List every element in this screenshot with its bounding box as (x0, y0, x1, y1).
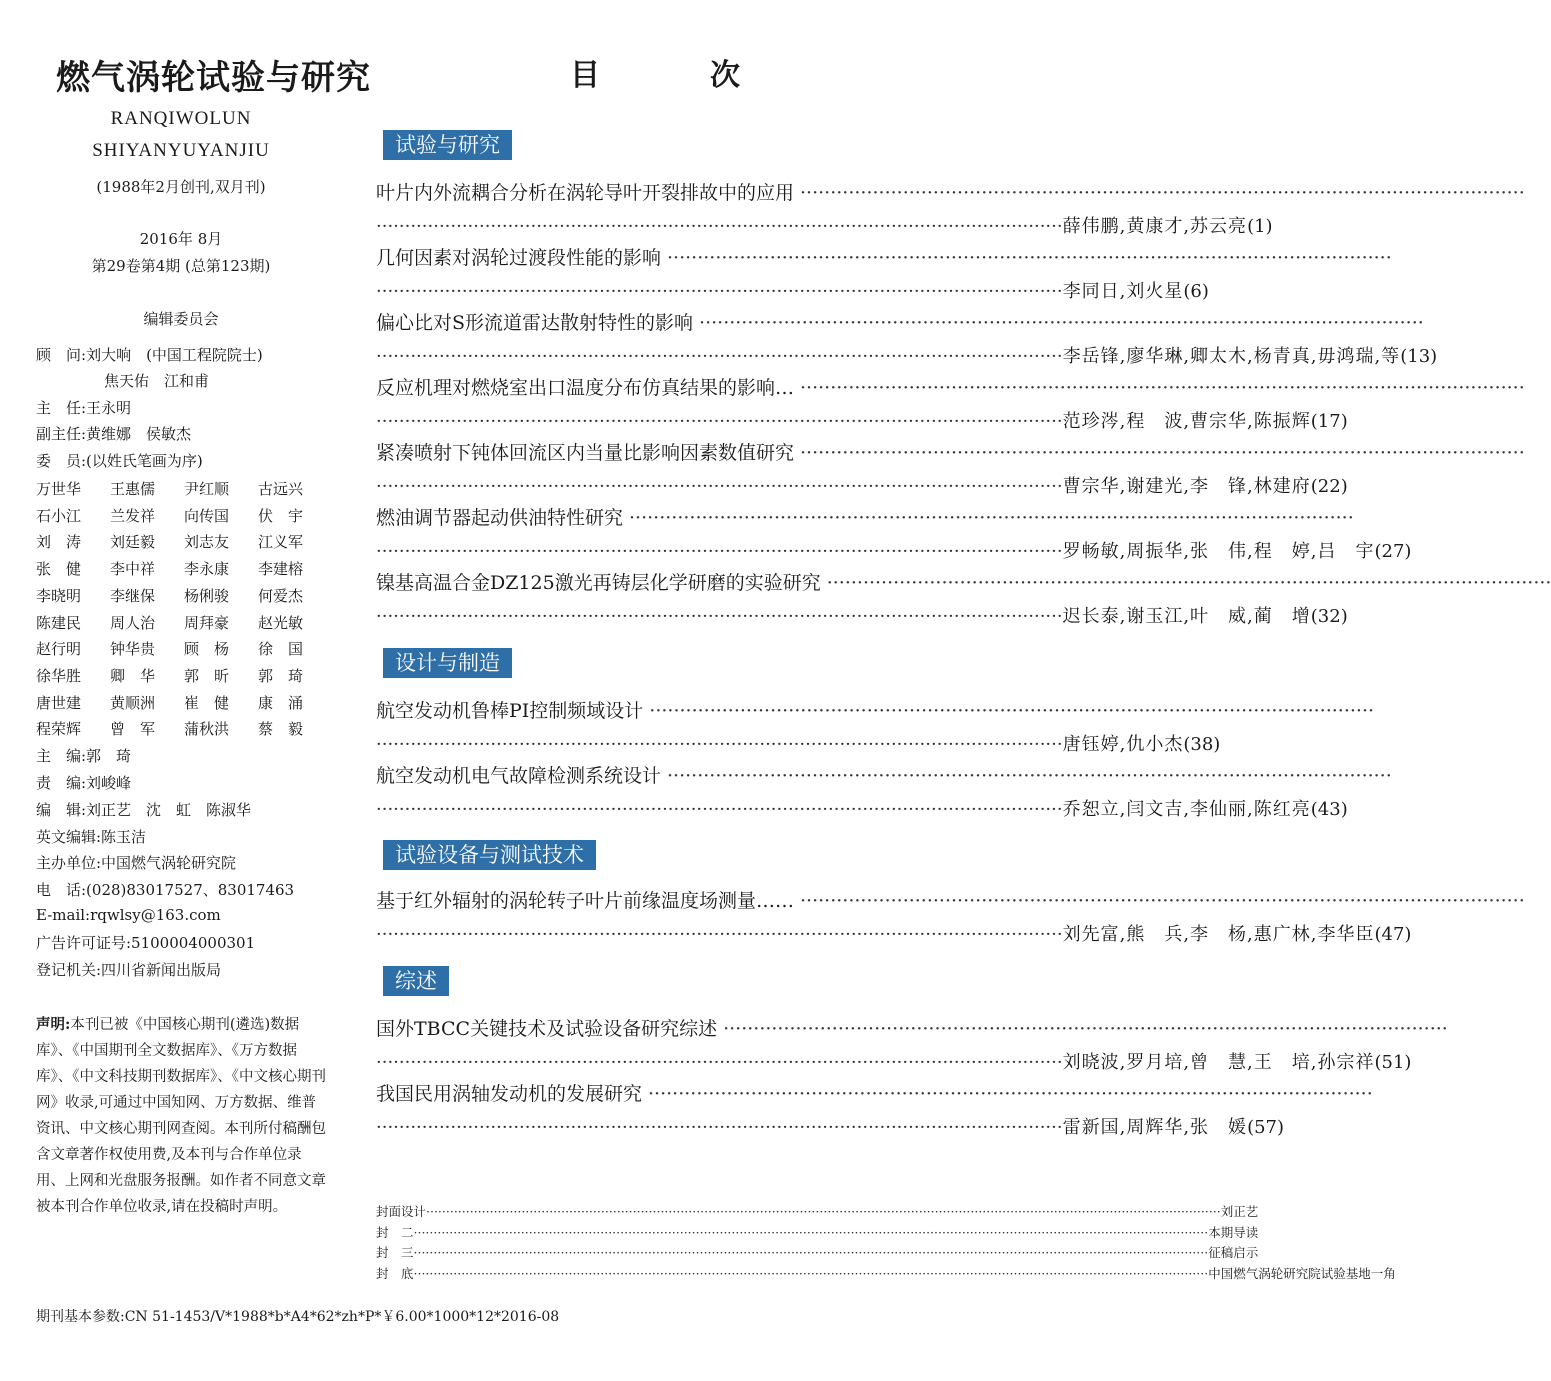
toc-article-title[interactable]: 燃油调节器起动供油特性研究 (376, 507, 624, 529)
toc-article-author-line (376, 212, 1273, 238)
member-name: 黄顺洲 (110, 693, 156, 712)
credit-row (376, 1223, 1259, 1241)
leader-dots: ························································································································ (376, 606, 1063, 627)
member-name: 何爱杰 (258, 586, 304, 605)
toc-article-title[interactable]: 叶片内外流耦合分析在涡轮导叶开裂排故中的应用 (376, 182, 795, 204)
toc-article-authors: 李同日,刘火星 (1062, 281, 1184, 302)
toc-article-page: (57) (1247, 1117, 1285, 1138)
toc-article-title-line (376, 178, 1525, 205)
journal-pinyin-line2: SHIYANYUYANJIU (92, 140, 270, 161)
toc-article-author-line (376, 407, 1348, 433)
credit-value: 刘正艺 (1220, 1204, 1259, 1219)
member-name: 刘廷毅 (110, 533, 156, 552)
leader-dots: ························································································································ (800, 182, 1525, 204)
toc-article-page: (22) (1310, 476, 1348, 497)
toc-heading: 目 次 (570, 58, 780, 93)
member-name: 徐华胜 (36, 666, 82, 685)
toc-article-authors: 雷新国,周辉华,张 媛 (1062, 1117, 1248, 1138)
registration: 登记机关:四川省新闻出版局 (36, 961, 222, 979)
toc-article-authors: 唐钰婷,仇小杰 (1062, 734, 1184, 755)
members-row (36, 505, 332, 526)
toc-section-heading: 试验设备与测试技术 (383, 840, 596, 870)
credit-label: 封 二 (376, 1224, 414, 1240)
members-row (36, 558, 332, 579)
toc-article-title[interactable]: 反应机理对燃烧室出口温度分布仿真结果的影响… (376, 377, 795, 399)
member-name: 唐世建 (36, 693, 82, 712)
toc-article-author-line (376, 472, 1348, 498)
member-name: 周拜豪 (184, 613, 230, 632)
toc-article-page: (32) (1310, 606, 1348, 627)
toc-article-author-line (376, 342, 1438, 368)
toc-article-title[interactable]: 我国民用涡轴发动机的发展研究 (376, 1083, 643, 1105)
leader-dots: ························································································································ (376, 281, 1063, 302)
toc-article-author-line (376, 920, 1412, 946)
leader-dots: ························································································································ (376, 799, 1063, 820)
responsible-editor: 责 编:刘峻峰 (36, 774, 132, 792)
toc-section-heading: 试验与研究 (383, 130, 512, 160)
member-name: 蔡 毅 (258, 720, 304, 739)
member-name: 万世华 (36, 480, 82, 498)
member-name: 曾 军 (110, 720, 156, 739)
toc-article-title[interactable]: 偏心比对S形流道雷达散射特性的影响 (376, 312, 694, 334)
toc-article-author-line (376, 730, 1221, 756)
issue-number: 第29卷第4期 (总第123期) (91, 257, 271, 275)
member-name: 王惠儒 (110, 480, 156, 498)
toc-article-author-line (376, 537, 1412, 563)
member-name: 顾 杨 (184, 640, 230, 659)
leader-dots: ························································································································ (376, 216, 1063, 237)
toc-article-authors: 李岳锋,廖华琳,卿太木,杨青真,毋鸿瑞,等 (1062, 346, 1401, 367)
journal-founded: (1988年2月创刊,双月刊) (96, 178, 266, 196)
leader-dots: ························································································································ (376, 411, 1063, 432)
member-name: 张 健 (36, 560, 82, 579)
credit-value: 征稿启示 (1208, 1245, 1259, 1260)
member-name: 郭 昕 (184, 666, 230, 685)
credit-value: 中国燃气涡轮研究院试验基地一角 (1208, 1265, 1396, 1281)
journal-params: 期刊基本参数:CN 51-1453/V*1988*b*A4*62*zh*P*￥6.00*1000*12*2016-08 (36, 1309, 560, 1325)
toc-article-authors: 刘晓波,罗月培,曾 慧,王 培,孙宗祥 (1062, 1052, 1375, 1073)
toc-article-authors: 迟长泰,谢玉江,叶 威,蔺 增 (1062, 606, 1311, 627)
members-row (36, 531, 332, 552)
leader-dots: ························································································································ (667, 247, 1392, 269)
advisor-label: 顾 问: (36, 346, 87, 364)
leader-dots: ········································································································································································································ (413, 1245, 1209, 1260)
member-name: 赵光敏 (258, 613, 304, 632)
toc-article-title-line (376, 373, 1525, 400)
member-name: 江义军 (258, 533, 304, 552)
member-name: 杨俐骏 (184, 586, 230, 605)
toc-article-page: (27) (1374, 541, 1412, 562)
members-row (36, 692, 332, 713)
credit-row (376, 1202, 1259, 1220)
toc-article-page: (43) (1310, 799, 1348, 820)
vice-director: 副主任:黄维娜 侯敏杰 (36, 425, 192, 443)
members-row (36, 665, 332, 686)
leader-dots: ························································································································ (800, 377, 1525, 399)
members-row (36, 718, 332, 739)
toc-article-page: (51) (1374, 1052, 1412, 1073)
member-name: 周人治 (110, 613, 156, 632)
declaration (36, 1012, 328, 1220)
toc-article-title-line (376, 886, 1525, 913)
credit-label: 封面设计 (376, 1204, 427, 1219)
members-row (36, 612, 332, 633)
member-name: 蒲秋洪 (184, 720, 230, 739)
declaration-label: 声明: (36, 1016, 71, 1033)
leader-dots: ························································································································ (376, 476, 1063, 497)
leader-dots: ························································································································ (648, 1083, 1373, 1105)
member-name: 郭 琦 (258, 666, 304, 685)
members-row (36, 638, 332, 659)
leader-dots: ························································································································ (376, 1117, 1063, 1138)
toc-article-page: (38) (1183, 734, 1221, 755)
toc-article-title-line (376, 1014, 1448, 1041)
toc-article-page: (17) (1310, 411, 1348, 432)
member-name: 陈建民 (36, 613, 82, 632)
member-name: 李继保 (110, 586, 156, 605)
toc-article-title[interactable]: 基于红外辐射的涡轮转子叶片前缘温度场测量…… (376, 890, 795, 912)
member-name: 古远兴 (258, 480, 304, 498)
member-name: 李永康 (184, 560, 230, 579)
committee-heading: 编辑委员会 (143, 310, 219, 328)
members-label: 委 员:(以姓氏笔画为序) (36, 452, 203, 470)
toc-article-title-line (376, 243, 1392, 270)
members-row (36, 585, 332, 606)
issue-date: 2016年 8月 (139, 230, 223, 248)
toc-article-authors: 曹宗华,谢建光,李 锋,林建府 (1062, 476, 1311, 497)
toc-article-title[interactable]: 紧凑喷射下钝体回流区内当量比影响因素数值研究 (376, 442, 795, 464)
toc-article-authors: 刘先富,熊 兵,李 杨,惠广林,李华臣 (1062, 924, 1375, 945)
credit-value: 本期导读 (1208, 1224, 1259, 1240)
advisor-names: 刘大响 (中国工程院院士) (86, 346, 263, 364)
sponsor: 主办单位:中国燃气涡轮研究院 (36, 854, 237, 872)
credit-row (376, 1243, 1259, 1261)
leader-dots: ························································································································ (629, 507, 1354, 529)
director: 主 任:王永明 (36, 399, 132, 417)
member-name: 李晓明 (36, 586, 82, 605)
member-name: 李建榕 (258, 560, 304, 579)
member-name: 伏 宇 (258, 506, 304, 525)
toc-article-title[interactable]: 航空发动机电气故障检测系统设计 (376, 765, 662, 787)
leader-dots: ························································································································ (699, 312, 1424, 334)
member-name: 康 涌 (258, 693, 304, 712)
leader-dots: ························································································································ (826, 572, 1551, 594)
toc-article-page: (47) (1374, 924, 1412, 945)
member-name: 刘志友 (184, 533, 230, 552)
members-row (36, 478, 332, 499)
leader-dots: ························································································································ (376, 924, 1063, 945)
member-name: 石小江 (36, 506, 82, 525)
email: E-mail:rqwlsy@163.com (36, 906, 221, 924)
toc-article-page: (1) (1247, 216, 1273, 237)
member-name: 兰发祥 (110, 506, 156, 525)
member-name: 尹红顺 (184, 480, 230, 498)
editors: 编 辑:刘正艺 沈 虹 陈淑华 (36, 801, 252, 819)
member-name: 赵行明 (36, 640, 82, 659)
toc-article-title[interactable]: 镍基高温合金DZ125激光再铸层化学研磨的实验研究 (376, 572, 821, 594)
member-name: 李中祥 (110, 560, 156, 579)
toc-article-page: (6) (1183, 281, 1209, 302)
toc-article-title-line (376, 568, 1551, 595)
toc-article-author-line (376, 1113, 1285, 1139)
journal-title: 燃气涡轮试验与研究 (56, 58, 371, 98)
chief-editor: 主 编:郭 琦 (36, 747, 132, 765)
english-editor: 英文编辑:陈玉洁 (36, 828, 147, 846)
toc-article-authors: 乔恕立,闫文吉,李仙丽,陈红亮 (1062, 799, 1311, 820)
credit-label: 封 三 (376, 1245, 414, 1260)
toc-article-author-line (376, 795, 1348, 821)
ad-license: 广告许可证号:5100004000301 (36, 934, 256, 952)
declaration-text: 本刊已被《中国核心期刊(遴选)数据库》、《中国期刊全文数据库》、《万方数据库》、《中文科技期刊数据库》、《中文核心期刊网》收录,可通过中国知网、万方数据、维普资讯、中文核心期刊网查阅。本刊所付稿酬包含文章著作权使用费,及本刊与合作单位录用、上网和光盘服务报酬。如作者不同意文章被本刊合作单位收录,请在投稿时声明。 (36, 1017, 326, 1215)
leader-dots: ························································································································ (376, 541, 1063, 562)
toc-article-title-line (376, 438, 1525, 465)
toc-article-authors: 范珍涔,程 波,曹宗华,陈振辉 (1062, 411, 1311, 432)
phone: 电 话:(028)83017527、83017463 (36, 881, 295, 899)
toc-article-authors: 薛伟鹏,黄康才,苏云亮 (1062, 216, 1248, 237)
toc-article-authors: 罗畅敏,周振华,张 伟,程 婷,吕 宇 (1062, 541, 1375, 562)
leader-dots: ························································································································ (376, 346, 1063, 367)
leader-dots: ························································································································ (723, 1018, 1448, 1040)
toc-article-title-line (376, 308, 1424, 335)
toc-article-title[interactable]: 几何因素对涡轮过渡段性能的影响 (376, 247, 662, 269)
leader-dots: ········································································································································································································ (426, 1204, 1221, 1219)
credit-label: 封 底 (376, 1265, 414, 1281)
toc-article-title[interactable]: 航空发动机鲁棒PI控制频域设计 (376, 700, 644, 722)
toc-article-page: (13) (1400, 346, 1438, 367)
toc-article-title-line (376, 1079, 1373, 1106)
leader-dots: ························································································································ (376, 1052, 1063, 1073)
leader-dots: ························································································································ (667, 765, 1392, 787)
member-name: 崔 健 (184, 693, 230, 712)
leader-dots: ········································································································································································································ (413, 1265, 1209, 1281)
leader-dots: ························································································································ (800, 442, 1525, 464)
toc-article-title-line (376, 761, 1392, 788)
leader-dots: ························································································································ (376, 734, 1063, 755)
toc-article-title[interactable]: 国外TBCC关键技术及试验设备研究综述 (376, 1018, 718, 1040)
leader-dots: ········································································································································································································ (413, 1224, 1209, 1240)
member-name: 卿 华 (110, 666, 156, 685)
leader-dots: ························································································································ (649, 700, 1375, 722)
advisor-names-2: 焦天佑 江和甫 (104, 372, 210, 390)
toc-article-title-line (376, 503, 1354, 530)
advisor-row (36, 344, 263, 365)
member-name: 刘 涛 (36, 533, 82, 552)
credit-row (376, 1264, 1396, 1282)
leader-dots: ························································································································ (800, 890, 1525, 912)
toc-section-heading: 设计与制造 (383, 648, 512, 678)
member-name: 向传国 (184, 506, 230, 525)
member-name: 徐 国 (258, 640, 304, 659)
toc-section-heading: 综述 (383, 966, 449, 996)
member-name: 程荣辉 (36, 720, 82, 739)
member-name: 钟华贵 (110, 640, 156, 659)
toc-article-author-line (376, 602, 1348, 628)
toc-article-author-line (376, 277, 1209, 303)
journal-pinyin-line1: RANQIWOLUN (110, 108, 252, 129)
toc-article-author-line (376, 1048, 1412, 1074)
toc-article-title-line (376, 696, 1375, 723)
